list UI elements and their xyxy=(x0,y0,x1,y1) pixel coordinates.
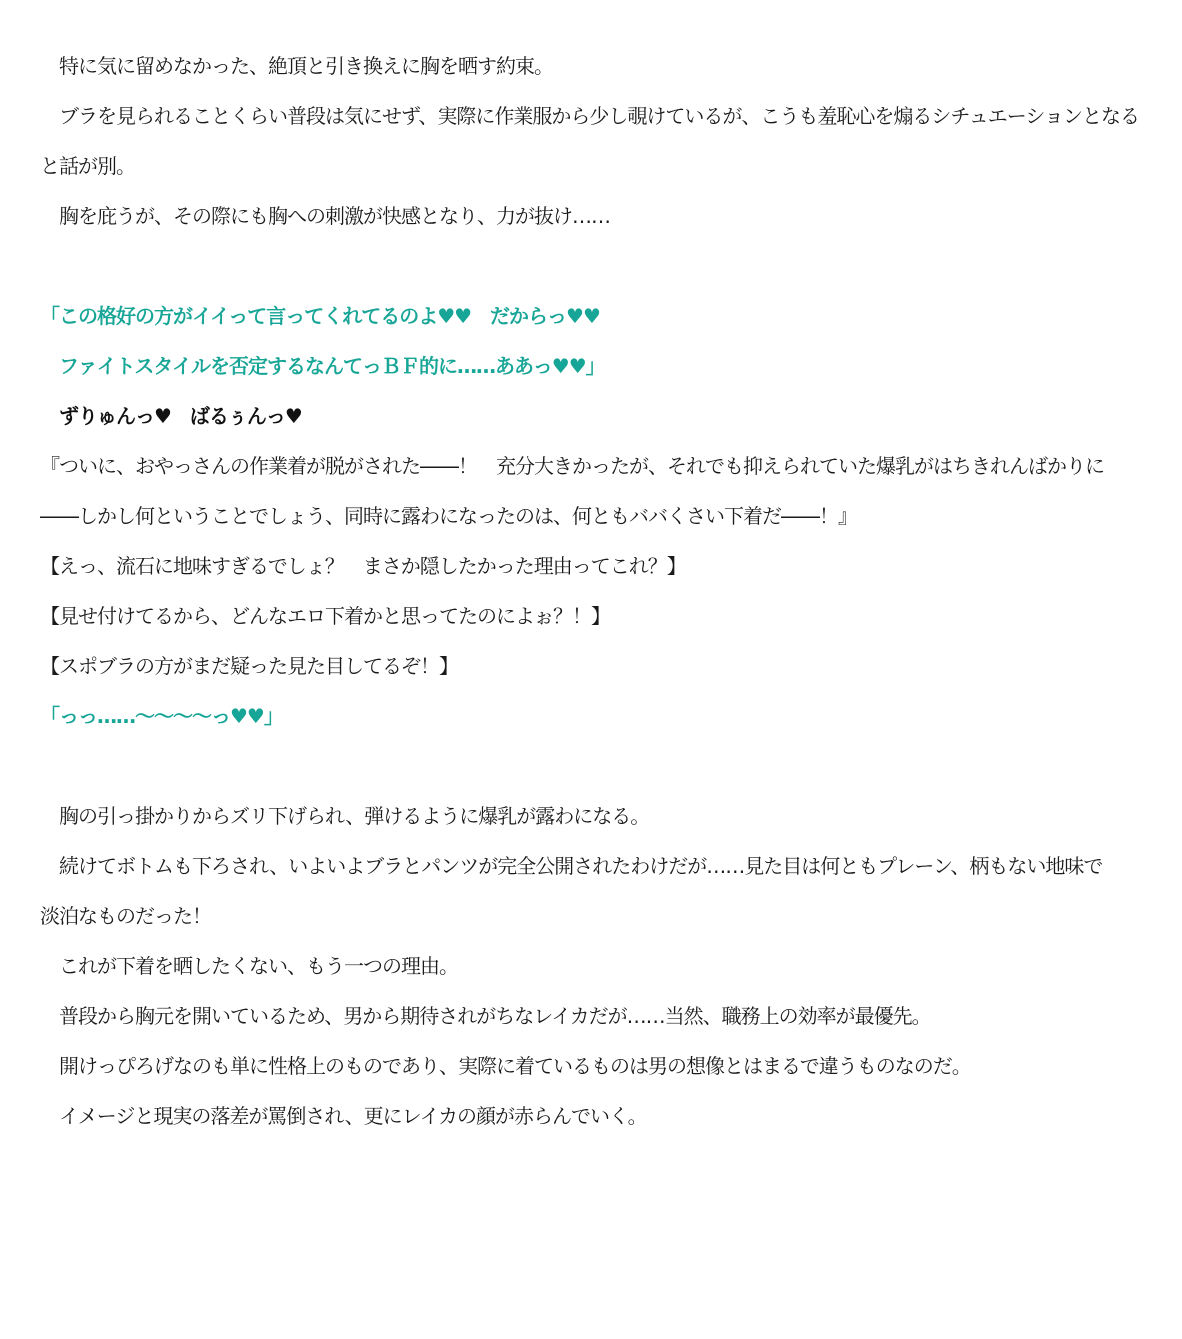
narration-line: 胸の引っ掛かりからズリ下げられ、弾けるように爆乳が露わになる。 xyxy=(40,804,650,828)
dialogue-line: 「この格好の方がイイって言ってくれてるのよ♥♥ だからっ♥♥ xyxy=(40,304,600,328)
narration-line: 開けっぴろげなのも単に性格上のものであり、実際に着ているものは男の想像とはまるで違うものなのだ。 xyxy=(40,1054,971,1078)
narration-line: 胸を庇うが、その際にも胸への刺激が快感となり、力が抜け…… xyxy=(40,204,610,228)
blank-line xyxy=(40,241,1150,291)
narration-line: 淡泊なものだった！ xyxy=(40,904,211,928)
document-body xyxy=(40,41,1150,1141)
announcer-line: ――しかし何ということでしょう、同時に露わになったのは、何ともババくさい下着だ――！』 xyxy=(40,504,857,528)
narration-line: 普段から胸元を開いているため、男から期待されがちなレイカだが……当然、職務上の効率が最優先。 xyxy=(40,1004,931,1028)
narration-line: イメージと現実の落差が罵倒され、更にレイカの顔が赤らんでいく。 xyxy=(40,1104,647,1128)
narration-line: 続けてボトムも下ろされ、いよいよブラとパンツが完全公開されたわけだが……見た目は何ともプレーン、柄もない地味で xyxy=(40,854,1103,878)
narration-line: これが下着を晒したくない、もう一つの理由。 xyxy=(40,954,458,978)
dialogue-line: ファイトスタイルを否定するなんてっＢＦ的に……ああっ♥♥」 xyxy=(40,354,605,378)
audience-line: 【スポブラの方がまだ疑った見た目してるぞ！】 xyxy=(40,654,458,678)
sound-effect-line: ずりゅんっ♥ ばるぅんっ♥ xyxy=(40,404,302,428)
narration-line: 特に気に留めなかった、絶頂と引き換えに胸を晒す約束。 xyxy=(40,54,553,78)
dialogue-line: 「っっ……～～～～っ♥♥」 xyxy=(40,704,283,728)
audience-line: 【えっ、流石に地味すぎるでしょ？ まさか隠したかった理由ってこれ？】 xyxy=(40,554,686,578)
narration-line: と話が別。 xyxy=(40,154,135,178)
audience-line: 【見せ付けてるから、どんなエロ下着かと思ってたのによぉ？！】 xyxy=(40,604,610,628)
blank-line xyxy=(40,741,1150,791)
announcer-line: 『ついに、おやっさんの作業着が脱がされた――！ 充分大きかったが、それでも抑えられていた爆乳がはちきれんばかりに xyxy=(40,454,1104,478)
narration-line: ブラを見られることくらい普段は気にせず、実際に作業服から少し覗けているが、こうも羞恥心を煽るシチュエーションとなる xyxy=(40,104,1139,128)
